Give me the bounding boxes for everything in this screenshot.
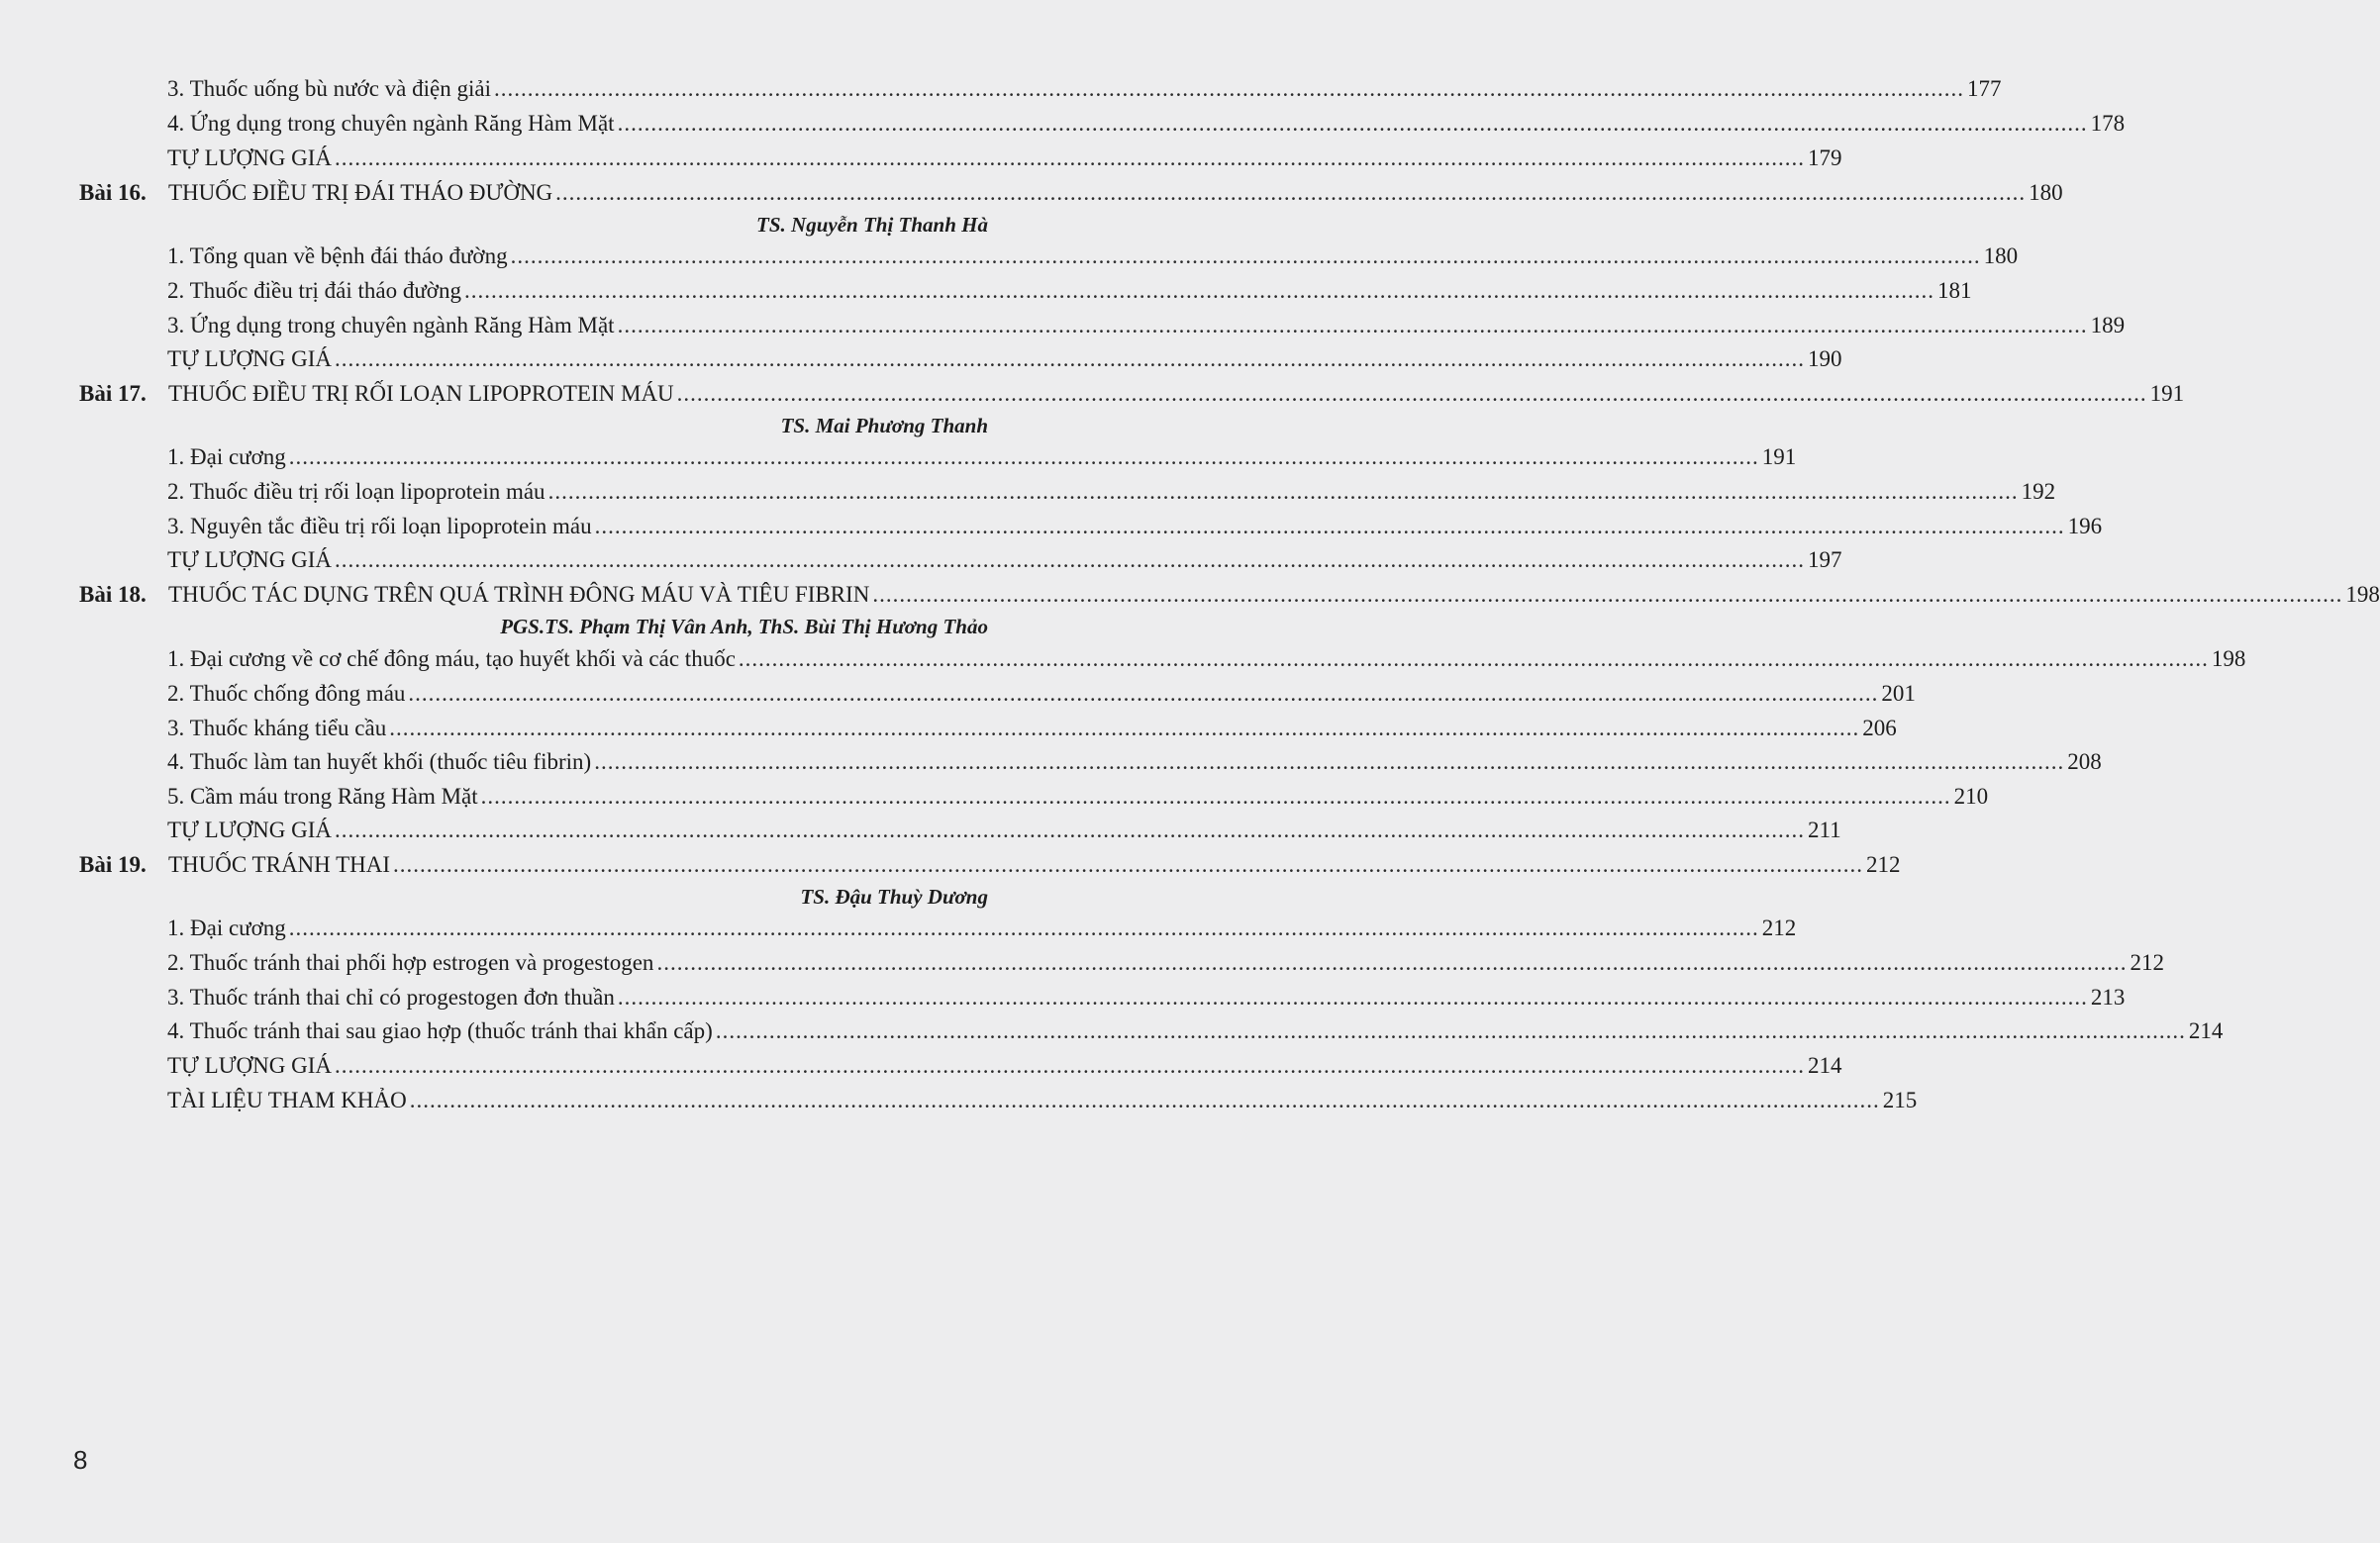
- entry-page-number: 181: [1936, 278, 1972, 303]
- item-title: TÀI LIỆU THAM KHẢO: [167, 1088, 407, 1112]
- entry-page-number: 208: [2067, 749, 2102, 774]
- lesson-number: Bài 18.: [79, 582, 147, 607]
- item-title: TỰ LƯỢNG GIÁ: [167, 818, 332, 842]
- lesson-author: TS. Mai Phương Thanh: [780, 414, 988, 437]
- dot-leader: ............................................................................................................................................................................................................................: [480, 784, 1951, 809]
- item-title: 4. Thuốc tránh thai sau giao hợp (thuốc tránh thai khẩn cấp): [167, 1018, 713, 1043]
- dot-leader: ............................................................................................................................................................................................................................: [393, 852, 1864, 877]
- item-title: 1. Đại cương: [167, 444, 286, 469]
- dot-leader: ............................................................................................................................................................................................................................: [335, 547, 1805, 572]
- lesson-author: TS. Đậu Thuỳ Dương: [800, 885, 988, 909]
- dot-leader: ............................................................................................................................................................................................................................: [617, 111, 2088, 136]
- item-title: 3. Thuốc kháng tiểu cầu: [167, 716, 387, 740]
- dot-leader: ............................................................................................................................................................................................................................: [656, 950, 2128, 975]
- dot-leader: ............................................................................................................................................................................................................................: [288, 916, 1759, 940]
- toc-entry: [167, 442, 1797, 472]
- entry-page-number: 196: [2067, 514, 2103, 538]
- toc-entry: [167, 1051, 1842, 1081]
- dot-leader: ............................................................................................................................................................................................................................: [335, 346, 1805, 371]
- entry-page-number: 214: [1808, 1053, 1842, 1078]
- lesson-author: PGS.TS. Phạm Thị Vân Anh, ThS. Bùi Thị Hương Thảo: [500, 615, 988, 638]
- toc-entry: [167, 545, 1842, 575]
- item-title: 1. Đại cương về cơ chế đông máu, tạo huyết khối và các thuốc: [167, 646, 736, 671]
- toc-entry: [167, 344, 1842, 374]
- dot-leader: ............................................................................................................................................................................................................................: [409, 1088, 1880, 1112]
- toc-entry: [167, 816, 1841, 845]
- entry-page-number: 197: [1808, 547, 1842, 572]
- dot-leader: ............................................................................................................................................................................................................................: [676, 381, 2147, 406]
- toc-entry: [167, 512, 2103, 541]
- entry-page-number: 192: [2021, 479, 2056, 504]
- lesson-title: THUỐC TÁC DỤNG TRÊN QUÁ TRÌNH ĐÔNG MÁU VÀ TIÊU FIBRIN: [168, 582, 870, 607]
- entry-page-number: 178: [2090, 111, 2126, 136]
- entry-page-number: 215: [1882, 1088, 1918, 1112]
- dot-leader: ............................................................................................................................................................................................................................: [555, 180, 2027, 205]
- toc-entry: [167, 747, 2102, 777]
- lesson-number: Bài 17.: [79, 381, 147, 406]
- toc-entry: [167, 983, 2126, 1013]
- toc-entry: [167, 276, 1972, 306]
- item-title: 4. Thuốc làm tan huyết khối (thuốc tiêu fibrin): [167, 749, 592, 774]
- item-title: TỰ LƯỢNG GIÁ: [167, 346, 332, 371]
- item-title: TỰ LƯỢNG GIÁ: [167, 547, 332, 572]
- dot-leader: ............................................................................................................................................................................................................................: [408, 681, 1879, 706]
- toc-entry: [167, 1086, 1918, 1115]
- entry-page-number: 177: [1966, 76, 2002, 101]
- item-title: 1. Tổng quan về bệnh đái tháo đường: [167, 243, 508, 268]
- entry-page-number: 189: [2090, 313, 2126, 338]
- toc-entry: [167, 311, 2126, 340]
- toc-entry: [168, 379, 2185, 409]
- toc-entry: [167, 914, 1797, 943]
- item-title: 3. Ứng dụng trong chuyên ngành Răng Hàm Mặt: [167, 313, 615, 338]
- dot-leader: ............................................................................................................................................................................................................................: [617, 313, 2088, 338]
- dot-leader: ............................................................................................................................................................................................................................: [335, 1053, 1805, 1078]
- entry-page-number: 180: [1983, 243, 2019, 268]
- lesson-title: THUỐC TRÁNH THAI: [168, 852, 391, 877]
- item-title: 2. Thuốc điều trị đái tháo đường: [167, 278, 461, 303]
- item-title: 3. Nguyên tắc điều trị rối loạn lipoprotein máu: [167, 514, 592, 538]
- dot-leader: ............................................................................................................................................................................................................................: [594, 514, 2065, 538]
- entry-page-number: 198: [2345, 582, 2380, 607]
- toc-entry: [167, 1016, 2224, 1046]
- entry-page-number: 180: [2029, 180, 2063, 205]
- toc-entry: [167, 109, 2126, 139]
- dot-leader: ............................................................................................................................................................................................................................: [547, 479, 2019, 504]
- entry-page-number: 191: [1761, 444, 1797, 469]
- item-title: 4. Ứng dụng trong chuyên ngành Răng Hàm Mặt: [167, 111, 615, 136]
- item-title: 5. Cầm máu trong Răng Hàm Mặt: [167, 784, 478, 809]
- toc-entry: [168, 178, 2063, 208]
- item-title: TỰ LƯỢNG GIÁ: [167, 1053, 332, 1078]
- lesson-author: TS. Nguyễn Thị Thanh Hà: [756, 213, 988, 237]
- dot-leader: ............................................................................................................................................................................................................................: [510, 243, 1981, 268]
- entry-page-number: 212: [1866, 852, 1901, 877]
- dot-leader: ............................................................................................................................................................................................................................: [463, 278, 1934, 303]
- toc-entry: [167, 714, 1897, 743]
- entry-page-number: 201: [1881, 681, 1916, 706]
- dot-leader: ............................................................................................................................................................................................................................: [594, 749, 2065, 774]
- entry-page-number: 210: [1953, 784, 1989, 809]
- dot-leader: ............................................................................................................................................................................................................................: [335, 818, 1805, 842]
- entry-page-number: 179: [1808, 145, 1842, 170]
- lesson-title: THUỐC ĐIỀU TRỊ ĐÁI THÁO ĐƯỜNG: [168, 180, 553, 205]
- entry-page-number: 212: [2130, 950, 2164, 975]
- item-title: 1. Đại cương: [167, 916, 286, 940]
- item-title: TỰ LƯỢNG GIÁ: [167, 145, 332, 170]
- dot-leader: ............................................................................................................................................................................................................................: [493, 76, 1964, 101]
- dot-leader: ............................................................................................................................................................................................................................: [389, 716, 1860, 740]
- dot-leader: ............................................................................................................................................................................................................................: [715, 1018, 2186, 1043]
- dot-leader: ............................................................................................................................................................................................................................: [738, 646, 2209, 671]
- toc-entry: [167, 144, 1842, 173]
- item-title: 3. Thuốc uống bù nước và điện giải: [167, 76, 491, 101]
- item-title: 2. Thuốc điều trị rối loạn lipoprotein máu: [167, 479, 545, 504]
- lesson-number: Bài 16.: [79, 180, 147, 205]
- dot-leader: ............................................................................................................................................................................................................................: [617, 985, 2088, 1010]
- entry-page-number: 212: [1761, 916, 1797, 940]
- toc-entry: [168, 850, 1901, 880]
- dot-leader: ............................................................................................................................................................................................................................: [335, 145, 1805, 170]
- toc-entry: [168, 580, 2380, 610]
- item-title: 3. Thuốc tránh thai chỉ có progestogen đơn thuần: [167, 985, 615, 1010]
- page-number: 8: [73, 1445, 88, 1475]
- entry-page-number: 214: [2188, 1018, 2224, 1043]
- entry-page-number: 206: [1862, 716, 1897, 740]
- item-title: 2. Thuốc chống đông máu: [167, 681, 406, 706]
- entry-page-number: 213: [2090, 985, 2126, 1010]
- dot-leader: ............................................................................................................................................................................................................................: [872, 582, 2343, 607]
- entry-page-number: 190: [1808, 346, 1842, 371]
- dot-leader: ............................................................................................................................................................................................................................: [288, 444, 1759, 469]
- toc-entry: [167, 644, 2246, 674]
- toc-entry: [167, 241, 2019, 271]
- toc-entry: [167, 477, 2056, 507]
- lesson-title: THUỐC ĐIỀU TRỊ RỐI LOẠN LIPOPROTEIN MÁU: [168, 381, 674, 406]
- toc-entry: [167, 948, 2164, 978]
- toc-entry: [167, 74, 2002, 104]
- toc-entry: [167, 679, 1916, 709]
- entry-page-number: 191: [2149, 381, 2185, 406]
- lesson-number: Bài 19.: [79, 852, 147, 877]
- entry-page-number: 211: [1808, 818, 1841, 842]
- toc-entry: [167, 782, 1989, 812]
- item-title: 2. Thuốc tránh thai phối hợp estrogen và progestogen: [167, 950, 654, 975]
- entry-page-number: 198: [2211, 646, 2246, 671]
